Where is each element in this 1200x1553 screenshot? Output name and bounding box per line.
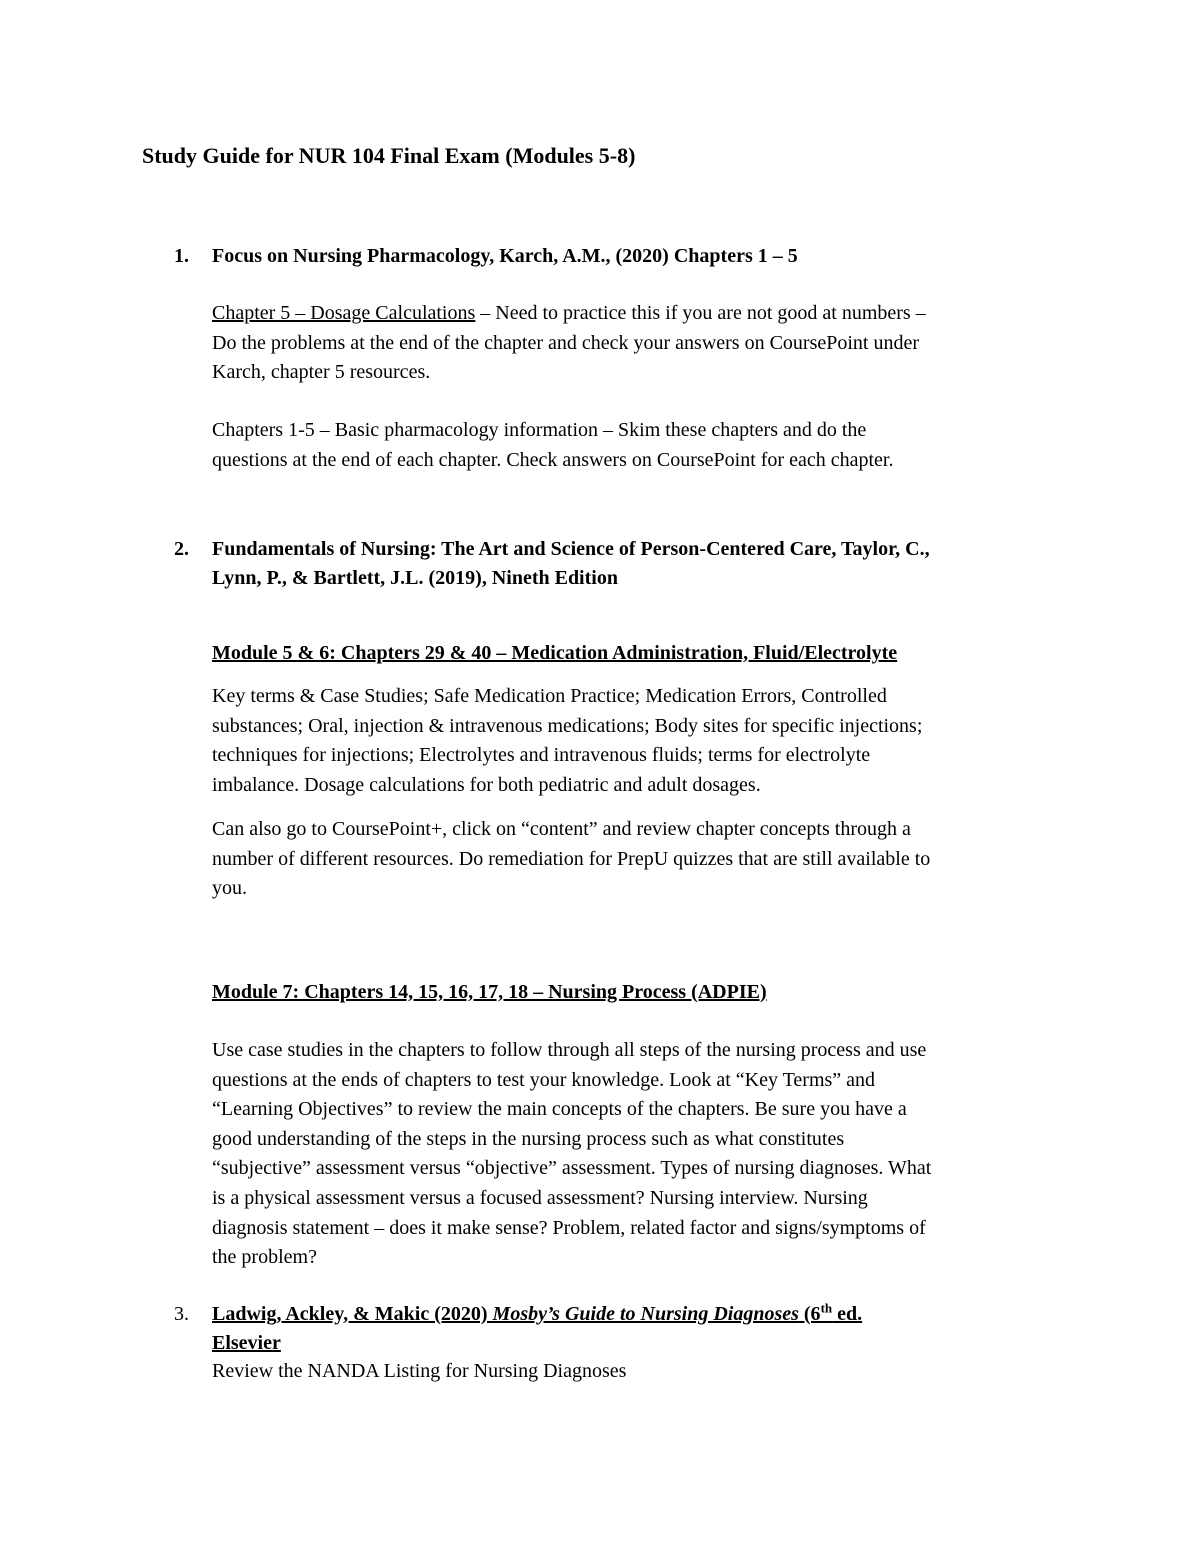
item-1-paragraph-1: Chapter 5 – Dosage Calculations – Need to practice this if you are not good at numbers – Do the problems at the end of the chapter and check your answers on CoursePoint under Karch, chapter 5 resources.: [212, 302, 926, 384]
module-5-6-paragraph-2: Can also go to CoursePoint+, click on “content” and review chapter concepts through a number of different resources. Do remediation for PrepU quizzes that are still available to you.: [212, 818, 931, 900]
item-1-paragraph-2: Chapters 1-5 – Basic pharmacology information – Skim these chapters and do the questions at the end of each chapter. Check answers on CoursePoint for each chapter.: [212, 419, 894, 471]
list-number-3: 3.: [174, 1303, 189, 1325]
document-title: Study Guide for NUR 104 Final Exam (Modules 5-8): [142, 143, 636, 168]
item-3-heading-line-1: Ladwig, Ackley, & Makic (2020) Mosby’s Guide to Nursing Diagnoses (6th ed.: [212, 1300, 863, 1325]
item-2-heading-line-2: Lynn, P., & Bartlett, J.L. (2019), Nineth Edition: [212, 567, 618, 589]
item-1-heading: Focus on Nursing Pharmacology, Karch, A.M., (2020) Chapters 1 – 5: [212, 245, 798, 267]
item-2-heading-line-1: Fundamentals of Nursing: The Art and Science of Person-Centered Care, Taylor, C.,: [212, 538, 930, 560]
module-7-heading: Module 7: Chapters 14, 15, 16, 17, 18 – Nursing Process (ADPIE): [212, 981, 767, 1003]
book-title: Mosby’s Guide to Nursing Diagnoses: [492, 1303, 799, 1325]
module-7-paragraph: Use case studies in the chapters to follow through all steps of the nursing process and use questions at the ends of chapters to test your knowledge. Look at “Key Terms” and “Learning Objectives” to review the main concepts of the chapters. Be sure you have a good understanding of the steps in the nursing process such as what constitutes “subjective” assessment versus “objective” assessment. Types of nursing diagnoses. What is a physical assessment versus a focused assessment? Nursing interview. Nursing diagnosis statement – does it make sense? Problem, related factor and signs/symptoms of the problem?: [212, 1039, 932, 1269]
list-number-2: 2.: [174, 538, 189, 560]
chapter-5-link-text: Chapter 5 – Dosage Calculations: [212, 302, 476, 324]
item-3-body: Review the NANDA Listing for Nursing Diagnoses: [212, 1360, 627, 1382]
module-5-6-paragraph-1: Key terms & Case Studies; Safe Medication Practice; Medication Errors, Controlled substances; Oral, injection & intravenous medications; Body sites for specific injections; techniques for injections; Electrolytes and intravenous fluids; terms for electrolyte imbalance. Dosage calculations for both pediatric and adult dosages.: [212, 685, 923, 796]
item-3-heading-line-2: Elsevier: [212, 1332, 281, 1354]
module-5-6-heading: Module 5 & 6: Chapters 29 & 40 – Medication Administration, Fluid/Electrolyte: [212, 642, 898, 664]
list-number-1: 1.: [174, 245, 189, 267]
